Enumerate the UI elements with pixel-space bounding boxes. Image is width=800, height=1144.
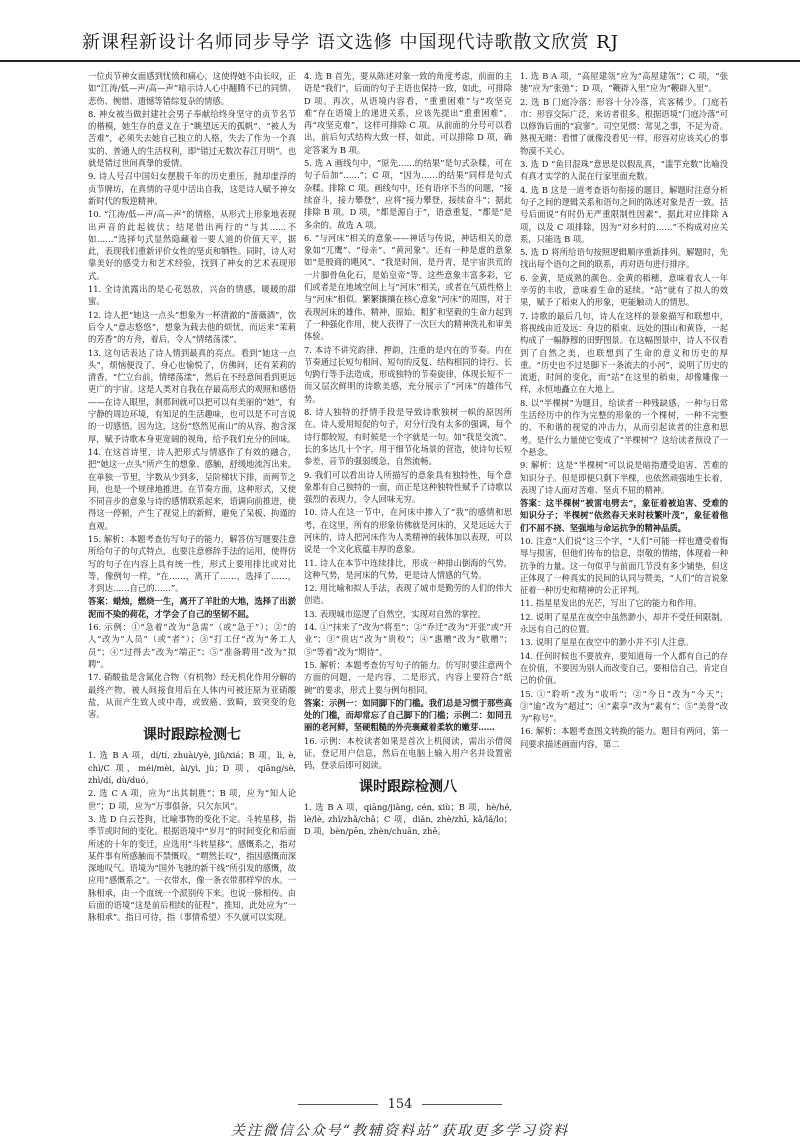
divider-right xyxy=(422,1104,502,1105)
answer-item: 9. 诗人号召中国妇女摆脱千年的历史重压，抛却虚浮的贞节牌坊，在真情的寻觅中活出自我，这是诗人赋予神女新时代的叛逆精神。 xyxy=(88,171,296,206)
answer-item: 10. 注意“人们说”这三个字，“人们”可能一样也遭受着悔辱与损害，但他们传布的信息，崇敬的情绪，体现着一种抗争的力量。这一句似乎与前面几节没有多少铺垫，但这正体现了一种真实的民间的认同与赞美，“人们”的言说象征着一种历史和精神的公正评判。 xyxy=(520,535,728,596)
answer-item: 13. 表现城市巡逻了自然空，实现对自然的掌控。 xyxy=(304,608,486,619)
answer-item: 15. ①“聆听”改为“收听”；②“今日”改为“今天”；③“逾”改为“超过”；④“素享”改为“素有”；⑤“美誉”改为“称号”。 xyxy=(520,688,728,724)
column-right xyxy=(520,70,728,1070)
answer-item: 10. “江涛/低—声/高—声”的情格，从形式上形象地表现出声音的此起彼伏；结尾借出两行的“与其……不如……”选择句式显然隐藏着一要人道的价值天平，据此，表现我们重新评价女性的坚贞和牺牲。同时，诗人对靠美好的感受力和艺术经验，找到了神女的艺术表现形式。 xyxy=(88,209,296,281)
answer-item: 4. 选 B 首先，要从陈述对象一致的角度考虑，前面的主语是“我们”，后面的句子主语也保持一致，如此，可排除 D 项。再次，从语境内容看，“重重困难”与“攻坚克难”存在语境上的递进关系，应该先提出“重重困难”，再“攻坚克难”，这样可排除 C 项。从前面的分号可以看出，前后句式结构大致一样，如此，可以排除 D 项，确定答案为 B 项。 xyxy=(304,71,512,155)
section-heading-7: 课时跟踪检测七 xyxy=(143,727,241,744)
answer-item: 2. 选 B 门庭冷落：形容十分冷落，宾客稀少。门庭若市：形容交际广泛，来访者很多。根据语境“门庭冷落”可以修饰后面的“寂寥”。司空见惯：常见之事，不足为奇。熟视无睹：看惯了就像没看见一样，形容对应该关心的事物漠不关心。 xyxy=(520,96,728,156)
book-title: 新课程新设计名师同步导学 语文选修 中国现代诗歌散文欣赏 RJ xyxy=(82,32,619,53)
answer-item: 10. 诗人在这一节中，在河床中掺入了“我”的感情和思考，在这里，所有的形象仿佛就是河床的，又是远远大于河床的，诗人把河床作为人类精神的载体加以表现，可以说是一个文化底蕴丰厚的意象。 xyxy=(304,507,512,555)
answer-item: 2. 选 C A 项，应为“出其制胜”；B 项，应为“知人论世”；D 项，应为“万事俱备，只欠东风”。 xyxy=(88,788,296,811)
answer-item: 5. 选 A 画线句中，“原先……的结果”是句式杂糅，可在句子后加“……”；C 项，“因为……的结果”同样是句式杂糅。排除 C 项。画线句中，还有语序不当的问题，“接续奋斗，接力攀登”，应将“接力攀登，接续奋斗”；据此排除 B 项。D 项，“都是源自于”，语意重复，“都是”是多余的。故选 A 项。 xyxy=(304,158,512,230)
answer-key: 答案：蜡烛，燃烧一生，离开了羊肚的大地，选择了出淤泥而不染的荷花，才学会了自己的坚韧不屈。 xyxy=(88,596,296,619)
answer-key: 答案：这半棵树“被雷电劈去”，象征着被迫害、受难的知识分子；半棵树“依然春天来时枝繁叶茂”，象征着他们不屈不挠、坚强地与命运抗争的精神品质。 xyxy=(520,498,728,533)
answer-item: 17. 硝酸盐是含氮化合物（有机物）经无机化作用分解的最终产物，被人间接食用后在人体内可被还原为亚硝酸盐，从而产生致人或中毒，或致癌、致畸，致突变的危害。 xyxy=(88,672,296,720)
answer-item: 1. 选 B A 项，qiāng/jiàng, cén, xiù；B 项，hè/hé, lè/lè, zhǐ/zhǎ/chǎ；C 项，diǎn, zhè/zhī, kǎ/lǎ/lo；D 项，bèn/pēn, zhèn/chuān, zhē。 xyxy=(304,801,512,837)
answer-item: 15. 解析：本题考查仿写句子的能力。仿写时要注意两个方面的问题，一是内容，二是形式，内容上要符合“纸碗”的要求，形式上要与例句相同。 xyxy=(304,659,512,695)
answer-item: 6. “与河床”相关的意象——神话与传说，神话相关的意象如“兀鹰”、“母亲”、“黄河象”。还有一种是虚的意象如“是殷商的飓风”、“我是时间，是丹青，是宇宙洪荒的一片脚骨鱼化石，是始皇帝”等。这些意象丰富多彩，它们或者是在地域空间上与“河床”相关，或者在气质性格上与“河床”相似。繁繁攘攘在核心意象“河床”的周围，对于表现河床的雄伟、精神，原始、粗犷和坚毅的生命力起到了一种强化作用，使人获得了一次巨大的精神洗礼和审美体验。 xyxy=(304,232,512,342)
answer-item: 13. 这句话表达了诗人情到最真的亮点。看到“她这一点头”，烦恼便没了，身心也愉悦了，仿佛间，还有茉莉的清香，“伫立台前，情绪荡漾”，然后在不经意间看到更远更广的宇宙。这是人类对自我在存最高形式的观照和感悟——在诗人眼里，刹那间就可以把可以有美丽的“她”，有宁静的周边环境，有知足的生活趣味，也可以是不可言说的一切感悟。因为这，这份“悠然见南山”的从容、抱含深厚，赋予诗歌本身更宽阔的视角，给予我们充分的回味。 xyxy=(88,347,296,444)
answer-item: 14. 任何时候也不要放弃，要知道每一个人都有自己的存在价值，不要因为别人而改变自己，要相信自己，肯定自己的价值。 xyxy=(520,650,728,686)
answer-columns xyxy=(88,70,728,1070)
answer-item: 5. 选 D 将所给语句按照逻辑顺序重新排列。解题时，先找出每个语句之间的联系，再对语句进行排序。 xyxy=(520,247,728,270)
answer-item: 3. 选 D 白云苍狗，比喻事物的变化不定。斗转星移，指季节或时间的变化。根据语境中“岁月”的时间变化和后面所述的十年的变迁，应选用“斗转星移”。感慨系之，指对某件事有所感触而不禁慨叹。“喟然长叹”，指因感慨而深深地叹气。语境为“国外飞驰的新干线”所引发的感慨，故应用“感慨系之”。一衣带水，像一条衣带那样窄的水。一脉相承，由一个血统一个派别传下来。也说一脉相传。由后面的语境“这是前后相续的征程”，推知，此处应为“一脉相承”。指日可待，指（事情希望）不久就可以实现。 xyxy=(88,813,296,923)
footer-note: 关注微信公众号“教辅资料站”获取更多学习资料 xyxy=(230,1123,570,1139)
answer-item: 6. 金黄，是成熟的颜色。金黄的稻穗，意味着农人一年辛劳的丰收，意味着生命的延续。“站”就有了拟人的效果，赋予了稻束人的形象，更能触动人的情思。 xyxy=(520,272,728,308)
answer-item: 一位贞节神女面感到忧愤和痛心，这使得她不由长叹，正如“江涛/低—声/高—声”暗示诗人心中翻腾不已的同情、悲伤、惋惜、遗憾等错综复杂的情感。 xyxy=(88,71,296,106)
answer-item: 14. 在这首诗里，诗人把形式与情感作了有效的融合，把“她这一点头”所产生的想象、感触，舒缓地流泻出来。在单独一节里，字数从少到多，呈阶梯状下排，而两节之间，也是一个规律地推进。在节奏方面，这种形式，又使不同音步的意象与诗的感情联系起来，语调向前推进，使得这一停顿，产生了视觉上的新鲜，避免了呆板、拘谨的直观。 xyxy=(88,446,296,531)
answer-item: 16. 示例：①“急着”改为“急需”（或“急于”）；②“的人”改为“人员”（或“者”）；③“打工仔”改为“务工人员”；④“过得去”改为“端正”；⑤“准备聘用”改为“拟聘”。 xyxy=(88,622,296,669)
answer-item: 7. 诗歌的最后几句，诗人在这样的景象描写和联想中，将视线由近及远：身边的稻束、远处的围山和黄昏，一起构成了一幅静穆的田野图景。在这幅图景中，诗人不仅看到了自然之美，也联想到了生命的意义和历史的厚重。“历史也不过是脚下一条流去的小河”，说明了历史的流逝，时间的变化，而“站”在这里的稻束，却像雕像一样，永恒地矗立在大地上。 xyxy=(520,310,728,395)
answer-item: 16. 解析：本题考查图文转换的能力。题目有两问，第一问要求描述画面内容，第二 xyxy=(520,726,728,749)
answer-item: 9. 我们可以看出诗人所描写的意象具有独特性，每个意象都有自己独特的一面，而正是这种独特性赋予了诗歌以强烈的表现力，令人回味无穷。 xyxy=(304,469,512,505)
answer-item: 11. 诗人在本节中连续排比，形成一种排山倒海的气势，这种气势，是河床的气势，更是诗人情感的气势。 xyxy=(304,557,512,580)
answer-item: 8. 神女被当做封建社会男子奉献给终身坚守的贞节名节的楷模，她生存的意义在于“眺望远天的孤帆”、“被人为苦难”，必须失去她自己独立的人格，失去了作为一个真实的、普通人的生活权利，即“错过无数次春江月明”。也就是错过世间真挚的爱情。 xyxy=(88,108,296,169)
page-number xyxy=(0,1097,800,1112)
answer-item: 9. 解析：这是“半棵树”可以说是暗指遭受迫害、苦难的知识分子。但是即便只剩下半棵，也依然顽强地生长着，表现了诗人面对苦难、坚贞不屈的精神。 xyxy=(520,460,728,495)
answer-item: 12. 诗人把“她这一点头”想象为一杯清澈的“蔷薇酒”，饮后令人“意志悠悠”，想象为载去他的烦忧，而运来“茉莉的芳香”的方舟，着后，令人“情绪荡漾”。 xyxy=(88,309,296,345)
answer-item: 13. 说明了星星在夜空中的渺小并不引人注意。 xyxy=(520,637,694,648)
page-header xyxy=(0,0,800,62)
divider-left xyxy=(298,1104,378,1105)
answer-key: 答案：示例一：如同脚下的门槛。我们总是习惯于那些高处的门槛，而却常忘了自己脚下的门槛；示例二：如同丑丽的老河鲜，坚硬粗糙的外壳裹藏着柔软的嫩芽…… xyxy=(304,697,512,733)
answer-item: 3. 选 D “鱼目混珠”意思是以假乱真，“滥竽充数”比喻没有真才实学的人混在行家里面充数。 xyxy=(520,159,728,182)
answer-item: 8. 诗人独特的抒情手段是导致诗歌独树一帜的原因所在。诗人爱用短促的句子，对分行没有太多的强调，每个诗行都较短，有时候是一个字就是一句。如“我是交流”、长的多达几十个字，用于细节化场景的营造，使诗句长短参差，音节的强弱缓急，自然流畅。 xyxy=(304,407,512,467)
answer-item: 11. 指星星发出的光芒，写出了它的能力和作用。 xyxy=(520,598,702,609)
answer-item: 12. 用比喻和拟人手法，表现了城市是勤劳的人们的伟大创造。 xyxy=(304,583,512,606)
answer-item: 12. 说明了星星在夜空中虽然渺小，却并不受任何限制，永远有自己的位置。 xyxy=(520,611,728,635)
answer-item: 4. 选 B 这是一道考查语句衔接的题目，解题时注意分析句子之间的逻辑关系和语句之间的陈述对象是否一致。括号后面说“有时仍无严重限制性因素”，据此对应排除 A 项，以及 C 项排除，因为“对乡村的……”不构成对应关系，只能选 B 项。 xyxy=(520,184,728,244)
answer-item: 7. 本诗不讲究韵律、押韵，注重的是内在的节奏。内在节奏通过长短句相间、短句的反复、结构相同的诗行、长句跨行等手法造成，形成独特的节奏旋律，体现长短不一而又层次鲜明的诗歌美感，充分展示了“河床”的雄伟气势。 xyxy=(304,344,512,404)
answer-item: 11. 全诗流露出的是心花怒放，兴奋的情感，暖暖的甜蜜。 xyxy=(88,284,296,307)
column-middle xyxy=(304,70,512,1070)
column-left xyxy=(88,70,296,1070)
answer-item: 1. 选 B A 项，dí/tí, zhuài/yè, jiǔ/xiá；B 项，lì, è, chì/C 项，méi/mèi, ài/yì, jù；D 项，qiāng/sè, zhì/dí, dù/duó。 xyxy=(88,750,296,786)
section-heading-8: 课时跟踪检测八 xyxy=(359,778,457,795)
answer-item: 14. ①“抹来了”改为“将至”；②“乔迁”改为“开张”或“开业”；③“贵店”改为“贵校”；④“惠赠”改为“敬赠”；⑤“等着”改为“期待”。 xyxy=(304,622,512,657)
answer-item: 8. 以“半棵树”为题目，给读者一种残缺感，一种与日常生活经历中的作为完整的形象的一个棵树，一种不完整的、不和谐的视觉的冲击力，从而引起读者的注意和思考。是什么力量使它变成了“半棵树”？这给读者预设了一个悬念。 xyxy=(520,397,728,457)
page-number-text: 154 xyxy=(387,1097,413,1112)
answer-item: 1. 选 B A 项，“高屋建瓴”应为“高屋建瓴”；C 项，“张驰”应为“张弛”；D 项，“鞭辟入里”应为“鞭辟入里”。 xyxy=(520,71,728,94)
answer-item: 16. 示例：本校读者如果是首次上机阅读，需出示借阅证，登记用户信息，然后在电脑上输入用户名并设置密码，登录后即可阅读。 xyxy=(304,735,512,771)
answer-item: 15. 解析：本题考查仿写句子的能力，解答仿写题要注意所给句子的句式特点，也要注意修辞手法的运用，使得仿写的句子在内容上具有统一性，形式上要用排比或对比等，像例句一样，“在……，离开了……，选择了……，才到达……自己的……”。 xyxy=(88,533,296,594)
